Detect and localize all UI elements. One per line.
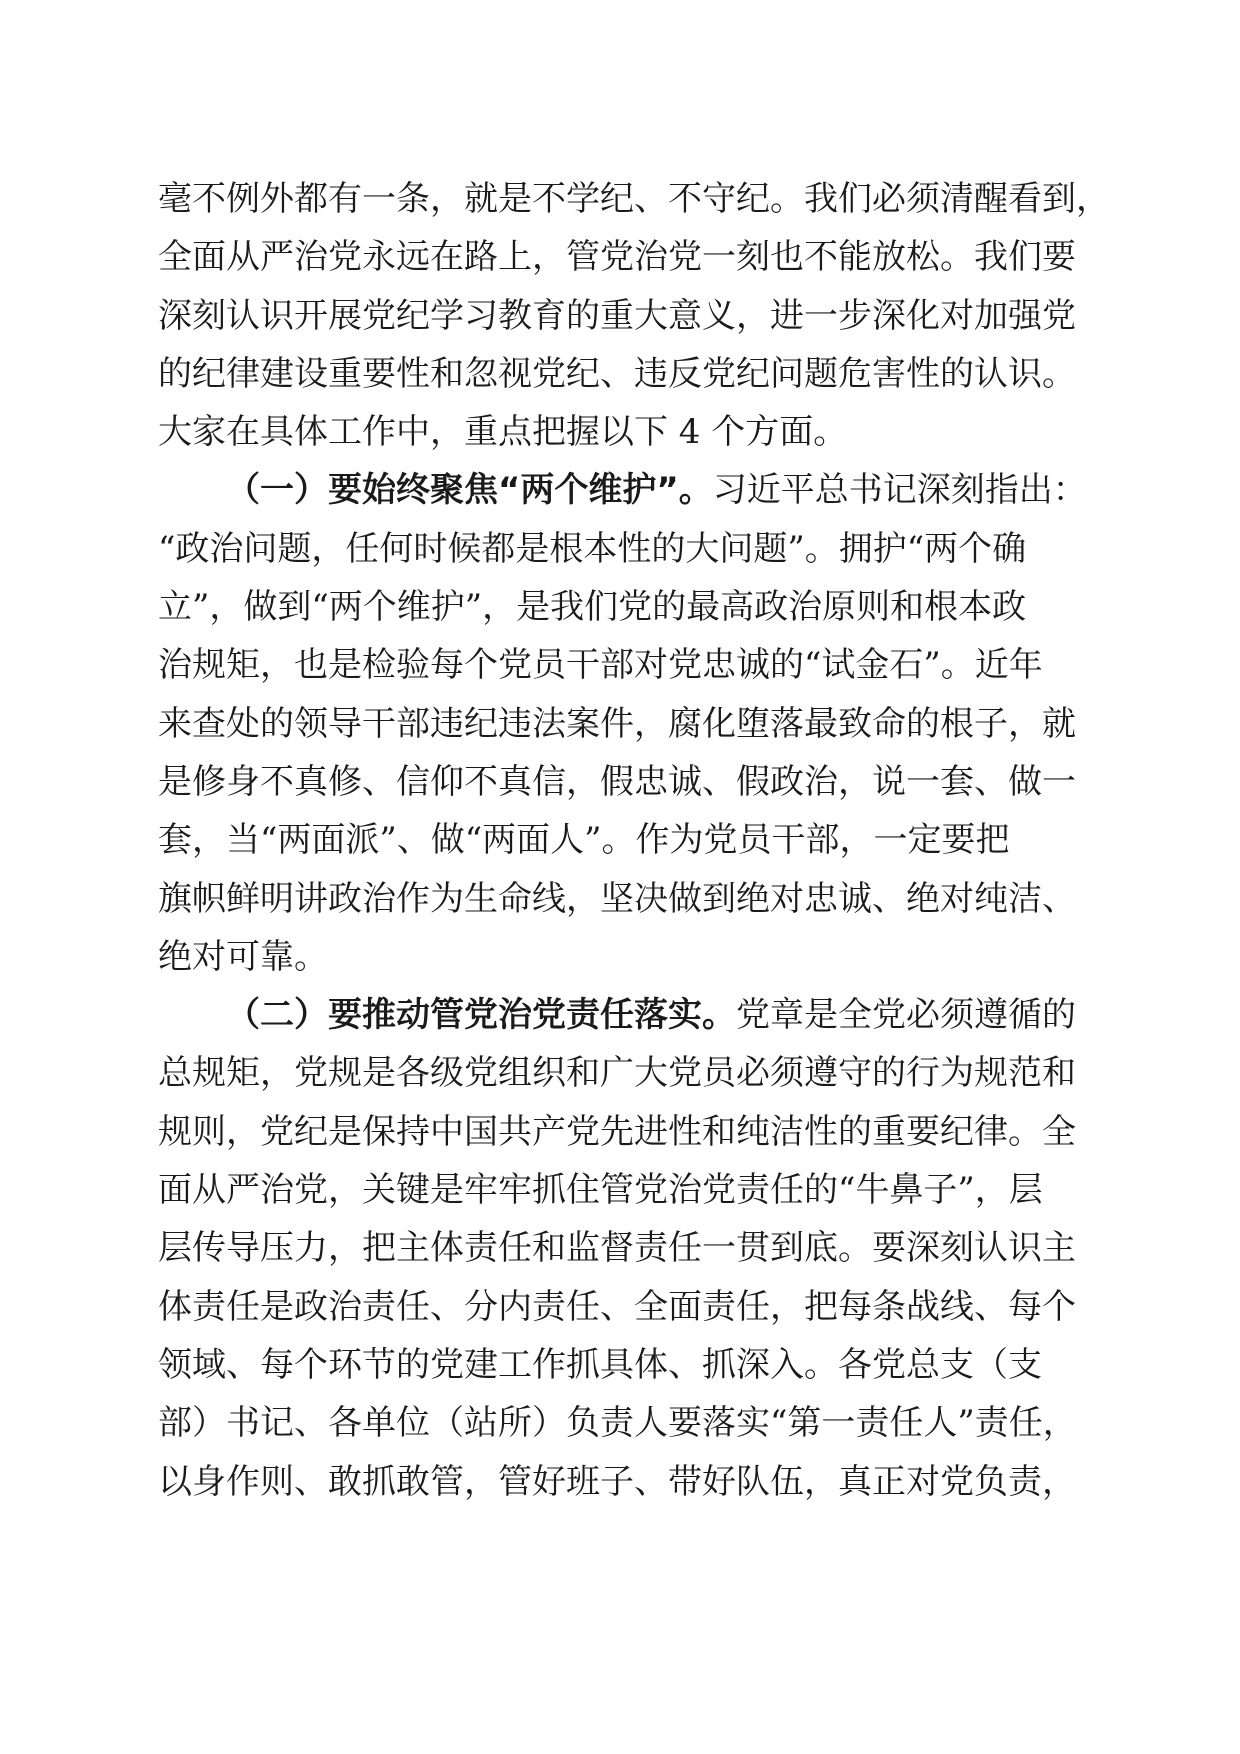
text-line: 旗帜鲜明讲政治作为生命线，坚决做到绝对忠诚、绝对纯洁、 (158, 878, 1076, 919)
text-line: 套，当“两面派”、做“两面人”。作为党员干部，一定要把 (158, 820, 1010, 861)
text-run: 党章是全党必须遵循的 (736, 995, 1076, 1036)
text-line: 来查处的领导干部违纪违法案件，腐化堕落最致命的根子，就 (158, 703, 1076, 744)
text-line: 领域、每个环节的党建工作抓具体、抓深入。各党总支（支 (158, 1344, 1042, 1385)
text-line: 毫不例外都有一条，就是不学纪、不守纪。我们必须清醒看到， (158, 179, 1110, 219)
document-body (158, 170, 1110, 1511)
text-line: 以身作则、敢抓敢管，管好班子、带好队伍，真正对党负责， (158, 1461, 1076, 1502)
text-line: 是修身不真修、信仰不真信，假忠诚、假政治，说一套、做一 (158, 761, 1076, 802)
text-line-first (158, 461, 1098, 519)
text-line: 大家在具体工作中，重点把握以下 4 个方面。 (158, 412, 848, 453)
text-line: 立”，做到“两个维护”，是我们党的最高政治原则和根本政 (158, 587, 1027, 628)
text-line: 规则，党纪是保持中国共产党先进性和纯洁性的重要纪律。全 (158, 1111, 1076, 1152)
paragraph-intro (158, 170, 1110, 461)
text-run: 习近平总书记深刻指出： (712, 470, 1087, 511)
paragraph-section-2 (158, 986, 1098, 1511)
section-heading: （一）要始终聚焦“两个维护”。 (226, 470, 713, 511)
text-line: 面从严治党，关键是牢牢抓住管党治党责任的“牛鼻子”，层 (158, 1170, 1043, 1211)
text-line: 总规矩，党规是各级党组织和广大党员必须遵守的行为规范和 (158, 1053, 1076, 1094)
text-line: 体责任是政治责任、分内责任、全面责任，把每条战线、每个 (158, 1286, 1076, 1327)
text-line: 部）书记、各单位（站所）负责人要落实“第一责任人”责任， (158, 1403, 1077, 1444)
text-line: “政治问题，任何时候都是根本性的大问题”。拥护“两个确 (158, 528, 1027, 569)
text-line: 深刻认识开展党纪学习教育的重大意义，进一步深化对加强党 (158, 295, 1076, 336)
paragraph-section-1 (158, 461, 1098, 986)
text-line: 全面从严治党永远在路上，管党治党一刻也不能放松。我们要 (158, 237, 1076, 278)
text-line: 的纪律建设重要性和忽视党纪、违反党纪问题危害性的认识。 (158, 353, 1076, 394)
text-line: 层传导压力，把主体责任和监督责任一贯到底。要深刻认识主 (158, 1228, 1076, 1269)
section-heading: （二）要推动管党治党责任落实。 (226, 995, 736, 1036)
text-line-first (158, 986, 1098, 1044)
text-line: 绝对可靠。 (158, 936, 328, 977)
text-line: 治规矩，也是检验每个党员干部对党忠诚的“试金石”。近年 (158, 645, 1043, 686)
